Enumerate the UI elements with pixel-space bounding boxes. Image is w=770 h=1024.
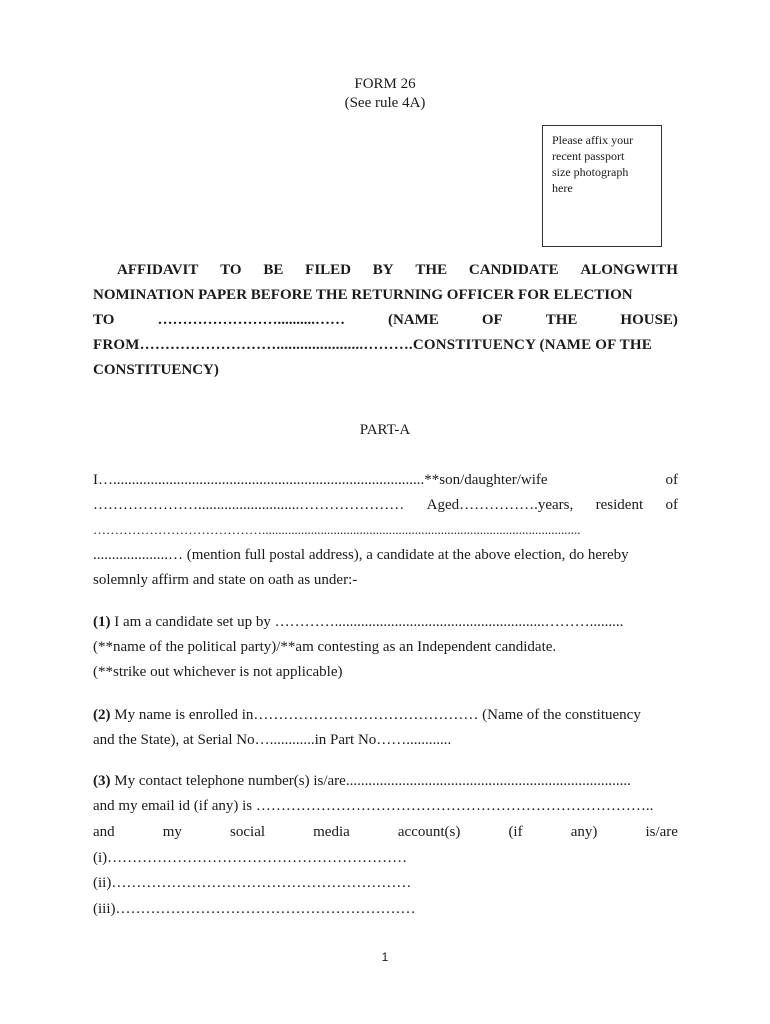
heading-word: TO: [220, 262, 242, 278]
photo-line: here: [552, 181, 573, 195]
heading-word: THE: [545, 312, 578, 328]
heading-word: HOUSE): [620, 312, 678, 328]
item-word: any): [570, 824, 598, 840]
heading-word: BE: [263, 262, 284, 278]
party-blank: I am a candidate set up by …………........................................................……….........: [110, 614, 624, 630]
heading-word: CANDIDATE: [468, 262, 559, 278]
affidavit-heading-line-2: NOMINATION PAPER BEFORE THE RETURNING OFFICER FOR ELECTION: [93, 287, 633, 303]
declaration-word: of: [665, 472, 678, 488]
item-3-line-3: [93, 824, 678, 841]
heading-word: TO: [93, 312, 115, 328]
name-blank: I…...................................................................................**son/daughter/wife: [93, 472, 548, 488]
item-1-line-2: (**name of the political party)/**am contesting as an Independent candidate.: [93, 639, 557, 655]
heading-word: ALONGWITH: [580, 262, 678, 278]
declaration-line-2: [93, 497, 678, 514]
item-word: and: [93, 824, 115, 840]
address-blank: …………………………………..................................................................................................: [93, 522, 581, 537]
constituency-blank: My name is enrolled in……………………………………… (Name of the constituency: [110, 707, 641, 723]
social-account-blank: (ii)……………………………………………………: [93, 875, 412, 891]
item-3-line-1: [93, 773, 631, 790]
house-name-blank: ……………………..........……: [157, 312, 345, 328]
age-blank: Aged…………….years,: [426, 497, 574, 513]
item-word: my: [162, 824, 182, 840]
part-heading: PART-A: [359, 422, 411, 438]
heading-word: AFFIDAVIT: [117, 262, 199, 278]
declaration-word: of: [665, 497, 678, 513]
social-account-blank: (iii)……………………………………………………: [93, 901, 416, 917]
heading-word: BY: [372, 262, 394, 278]
photo-line: recent passport: [552, 149, 625, 163]
item-number: (2): [93, 707, 111, 723]
heading-word: (NAME: [387, 312, 439, 328]
item-word: account(s): [397, 824, 461, 840]
item-2-line-1: [93, 707, 641, 724]
item-2-line-2: and the State), at Serial No…............in Part No……............: [93, 732, 452, 748]
heading-word: THE: [415, 262, 448, 278]
item-1-line-1: [93, 614, 623, 631]
affidavit-heading-line-1: [117, 262, 678, 279]
phone-blank: My contact telephone number(s) is/are............................................................................: [110, 773, 631, 789]
rule-reference: (See rule 4A): [344, 95, 426, 111]
affidavit-heading-line-4: FROM………………………......................……….CONSTITUENCY (NAME OF THE: [93, 337, 652, 353]
item-word: is/are: [645, 824, 678, 840]
item-number: (3): [93, 773, 111, 789]
declaration-line-5: solemnly affirm and state on oath as under:-: [93, 572, 358, 588]
photo-line: size photograph: [552, 165, 629, 179]
email-blank: and my email id (if any) is ……………………………………………………………………..: [93, 798, 654, 814]
declaration-line-4: ....................… (mention full postal address), a candidate at the above election, do hereby: [93, 547, 629, 563]
item-word: (if: [508, 824, 523, 840]
relation-blank: …………………...........................…………………: [93, 497, 405, 513]
page-number: 1: [381, 950, 389, 964]
item-1-line-3: (**strike out whichever is not applicable): [93, 664, 343, 680]
item-word: media: [313, 824, 350, 840]
heading-word: FILED: [305, 262, 352, 278]
declaration-word: resident: [595, 497, 644, 513]
heading-word: OF: [481, 312, 503, 328]
affidavit-heading-line-5: CONSTITUENCY): [93, 362, 219, 378]
affidavit-heading-line-3: [93, 312, 678, 329]
social-account-blank: (i)……………………………………………………: [93, 850, 408, 866]
item-number: (1): [93, 614, 111, 630]
photo-line: Please affix your: [552, 133, 634, 147]
photo-placeholder-box: [542, 125, 662, 247]
photo-instruction: [552, 132, 656, 196]
declaration-line-1: [93, 472, 678, 489]
form-title: FORM 26: [354, 76, 416, 92]
item-word: social: [230, 824, 266, 840]
